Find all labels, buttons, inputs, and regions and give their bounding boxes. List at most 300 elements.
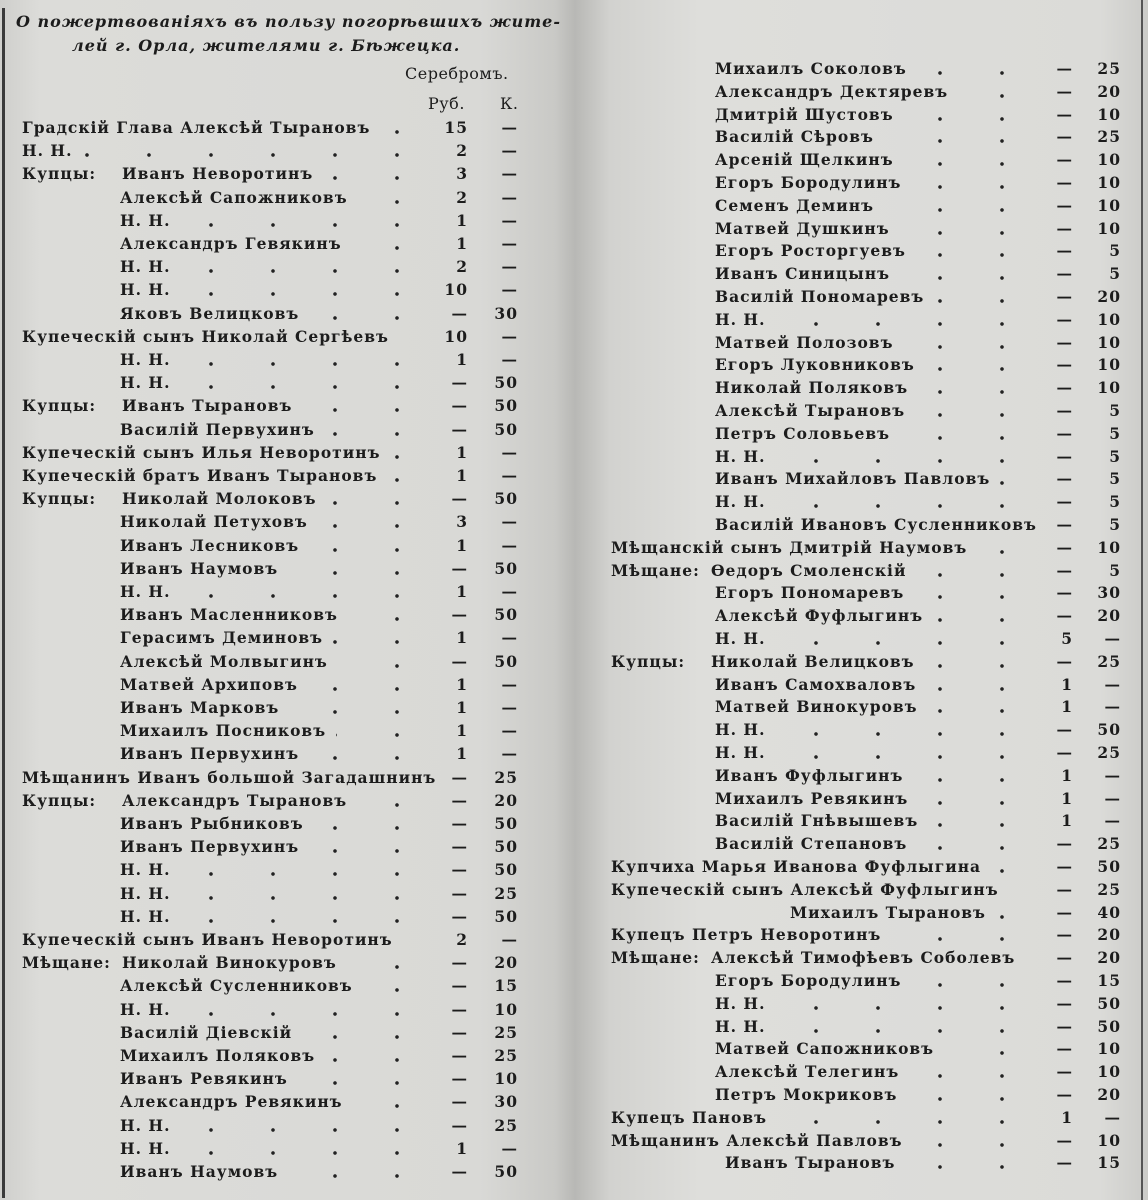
- amount-rubles: —: [1056, 195, 1073, 215]
- donor-name: Егоръ Луковниковъ: [715, 355, 915, 375]
- donation-row: [575, 287, 1148, 310]
- donor-name: Н. Н.: [120, 373, 171, 393]
- amount-kopecks: —: [501, 744, 518, 764]
- amount-kopecks: 5: [1109, 241, 1121, 261]
- donation-row: [575, 82, 1148, 105]
- dot-leader: [958, 94, 1033, 98]
- amount-rubles: —: [1056, 583, 1073, 603]
- amount-kopecks: 30: [494, 303, 518, 323]
- dot-leader: [913, 1143, 1033, 1147]
- donor-name: Н. Н.: [120, 883, 171, 903]
- amount-rubles: 1: [456, 721, 468, 741]
- amount-kopecks: 50: [494, 373, 518, 393]
- amount-rubles: 1: [1061, 811, 1073, 831]
- donation-row: [575, 834, 1148, 857]
- amount-kopecks: 50: [1097, 857, 1121, 876]
- amount-rubles: 1: [456, 442, 468, 462]
- amount-kopecks: 10: [494, 999, 518, 1019]
- donor-name: Иванъ Марковъ: [120, 698, 280, 717]
- donation-row: [575, 1085, 1148, 1108]
- amount-rubles: 3: [456, 164, 468, 184]
- amount-rubles: —: [1056, 606, 1073, 626]
- amount-kopecks: —: [1104, 629, 1121, 648]
- amount-rubles: —: [1056, 651, 1073, 671]
- donor-name: Михаилъ Соколовъ: [715, 59, 907, 78]
- donor-name: Иванъ Наумовъ: [120, 558, 279, 578]
- dot-leader: [903, 345, 1033, 349]
- amount-kopecks: 20: [1097, 1085, 1121, 1104]
- dot-leader: [933, 618, 1033, 622]
- amount-rubles: —: [1056, 902, 1073, 922]
- donation-row: [575, 538, 1148, 561]
- dot-leader: [391, 455, 428, 459]
- donation-row: [0, 443, 560, 466]
- dot-leader: [327, 501, 428, 505]
- amount-kopecks: —: [1104, 674, 1121, 694]
- donation-row: [0, 1139, 560, 1162]
- dot-leader: [352, 246, 428, 250]
- dot-leader: [944, 1051, 1033, 1055]
- amount-rubles: —: [1056, 59, 1073, 78]
- amount-kopecks: 10: [494, 1069, 518, 1089]
- donation-row: [0, 304, 560, 327]
- donation-row: [575, 583, 1148, 606]
- amount-rubles: —: [1056, 560, 1073, 580]
- amount-rubles: 2: [456, 141, 468, 161]
- donor-name: Н. Н.: [120, 280, 171, 300]
- amount-rubles: —: [1056, 515, 1073, 534]
- dot-leader: [308, 687, 428, 691]
- amount-kopecks: 10: [1097, 195, 1121, 215]
- dot-leader: [309, 316, 428, 320]
- dot-leader: [180, 1151, 428, 1155]
- amount-rubles: 5: [1061, 629, 1073, 648]
- donor-name: Николай Велицковъ: [711, 651, 915, 671]
- amount-rubles: 1: [456, 535, 468, 555]
- amount-rubles: 1: [456, 350, 468, 369]
- donation-row: [575, 629, 1148, 652]
- dot-leader: [180, 872, 428, 876]
- donation-row: [575, 355, 1148, 378]
- amount-kopecks: 15: [1097, 1153, 1121, 1173]
- dot-leader: [925, 664, 1033, 668]
- dot-leader: [904, 117, 1033, 121]
- donor-name: Иванъ Михайловъ Павловъ: [715, 469, 991, 489]
- donation-row: [575, 766, 1148, 789]
- donor-name: Василій Первухинъ: [120, 419, 315, 439]
- dot-leader: [347, 965, 428, 969]
- amount-rubles: —: [1056, 1062, 1073, 1082]
- dot-leader: [338, 664, 428, 668]
- amount-rubles: —: [1056, 1085, 1073, 1104]
- donor-name: Василій Сѣровъ: [715, 127, 874, 147]
- amount-kopecks: —: [501, 721, 518, 741]
- dot-leader: [775, 732, 1033, 736]
- dot-leader: [775, 1006, 1033, 1010]
- donor-name: Николай Молоковъ: [122, 489, 317, 509]
- amount-kopecks: 5: [1109, 264, 1121, 284]
- amount-kopecks: 20: [1097, 287, 1121, 306]
- donor-name: Василій Гнѣвышевъ: [715, 811, 919, 831]
- donation-row: [575, 469, 1148, 492]
- dot-leader: [309, 756, 428, 760]
- donor-name: Н. Н.: [715, 492, 766, 512]
- donation-row: [575, 173, 1148, 196]
- donation-row: [575, 948, 1148, 971]
- amount-kopecks: 10: [1097, 355, 1121, 375]
- donation-row: [0, 721, 560, 744]
- dot-leader: [180, 269, 428, 273]
- dot-leader: [288, 571, 428, 575]
- donation-row: [575, 743, 1148, 766]
- donor-name: Алексѣй Сапожниковъ: [120, 187, 348, 207]
- dot-leader: [325, 1058, 428, 1062]
- amount-rubles: —: [1056, 423, 1073, 443]
- donor-name: Н. Н.: [715, 743, 766, 762]
- amount-rubles: 1: [1061, 765, 1073, 785]
- donation-row: [575, 994, 1148, 1017]
- amount-kopecks: —: [501, 118, 518, 137]
- dot-leader: [925, 367, 1033, 371]
- amount-rubles: —: [451, 1115, 468, 1135]
- donor-name: Н. Н.: [120, 999, 171, 1019]
- dot-leader: [336, 733, 428, 737]
- donation-row: [0, 652, 560, 675]
- amount-rubles: —: [1056, 104, 1073, 124]
- donation-row: [0, 466, 560, 489]
- dot-leader: [977, 550, 1033, 554]
- amount-kopecks: 5: [1109, 423, 1121, 443]
- donation-row: [0, 234, 560, 257]
- donor-name: Иванъ Первухинъ: [120, 837, 300, 857]
- dot-leader: [309, 849, 428, 853]
- donation-row: [0, 536, 560, 559]
- amount-rubles: —: [1056, 309, 1073, 329]
- donation-row: [0, 1092, 560, 1115]
- donation-row: [0, 976, 560, 999]
- donor-name: Н. Н.: [715, 309, 766, 329]
- donor-name: Иванъ Самохваловъ: [715, 674, 917, 694]
- donation-row: [0, 1023, 560, 1046]
- donor-name: Алексѣй Сусленниковъ: [120, 976, 353, 996]
- donation-row: [575, 1017, 1148, 1040]
- dot-leader: [180, 919, 428, 923]
- dot-leader: [905, 1165, 1033, 1169]
- amount-kopecks: 10: [1097, 1062, 1121, 1082]
- donation-row: [575, 447, 1148, 470]
- amount-rubles: —: [1056, 1130, 1073, 1150]
- dot-leader: [917, 71, 1033, 75]
- donation-row: [0, 791, 560, 814]
- donation-row: [0, 860, 560, 883]
- amount-rubles: —: [1056, 492, 1073, 512]
- dot-leader: [302, 1035, 428, 1039]
- amount-kopecks: —: [501, 512, 518, 532]
- amount-kopecks: —: [501, 350, 518, 369]
- donor-name: Егоръ Пономаревъ: [715, 583, 905, 603]
- document-title-line1: О пожертвованіяхъ въ пользу погорѣвшихъ жите-: [16, 12, 561, 31]
- amount-rubles: —: [451, 790, 468, 810]
- dot-leader: [928, 823, 1033, 827]
- amount-kopecks: 5: [1109, 560, 1121, 580]
- donation-row: [0, 1000, 560, 1023]
- amount-kopecks: 10: [1097, 537, 1121, 557]
- amount-kopecks: 50: [494, 489, 518, 509]
- donor-name: Иванъ Ревякинъ: [120, 1069, 288, 1089]
- amount-rubles: —: [1056, 355, 1073, 375]
- donation-row: [575, 971, 1148, 994]
- amount-rubles: —: [1056, 857, 1073, 876]
- amount-rubles: —: [1056, 241, 1073, 261]
- amount-kopecks: 50: [494, 558, 518, 578]
- amount-rubles: —: [451, 651, 468, 671]
- donor-name: Александръ Ревякинъ: [120, 1092, 343, 1112]
- amount-rubles: 1: [1061, 1107, 1073, 1127]
- donation-row: [575, 127, 1148, 150]
- donor-name: Иванъ Синицынъ: [715, 264, 890, 284]
- dot-leader: [318, 524, 428, 528]
- dot-leader: [357, 803, 428, 807]
- document-title-line2: лей г. Орла, жителями г. Бѣжецка.: [72, 36, 461, 55]
- amount-rubles: —: [1056, 720, 1073, 740]
- dot-leader: [911, 185, 1033, 189]
- donation-row: [575, 857, 1148, 880]
- donor-name: Василій Степановъ: [715, 834, 908, 854]
- amount-rubles: —: [1056, 150, 1073, 170]
- donation-row: [575, 652, 1148, 675]
- amount-rubles: —: [1056, 378, 1073, 398]
- dot-leader: [775, 755, 1033, 759]
- dot-leader: [915, 413, 1033, 417]
- donation-row: [0, 605, 560, 628]
- amount-kopecks: 15: [494, 976, 518, 996]
- donation-row: [0, 930, 560, 953]
- dot-leader: [884, 139, 1033, 143]
- amount-rubles: —: [451, 558, 468, 578]
- donation-row: [575, 515, 1148, 538]
- dot-leader: [180, 292, 428, 296]
- amount-kopecks: —: [501, 930, 518, 949]
- donor-name: Матвей Сапожниковъ: [715, 1039, 935, 1059]
- amount-rubles: —: [1056, 173, 1073, 192]
- amount-kopecks: 20: [1097, 81, 1121, 101]
- donor-category: Купцы:: [22, 396, 97, 416]
- donation-row: [575, 401, 1148, 424]
- donor-name: Михаилъ Посниковъ: [120, 721, 327, 741]
- amount-kopecks: 10: [1097, 218, 1121, 238]
- amount-rubles: —: [451, 1046, 468, 1065]
- amount-rubles: —: [451, 976, 468, 996]
- dot-leader: [996, 915, 1033, 919]
- donor-name: Иванъ Тырановъ: [122, 396, 293, 416]
- amount-kopecks: —: [501, 466, 518, 485]
- dot-leader: [325, 432, 428, 436]
- donor-name: Василій Діевскій: [120, 1022, 293, 1042]
- dot-leader: [363, 988, 428, 992]
- donor-name: Николай Петуховъ: [120, 512, 308, 532]
- donation-row: [0, 327, 560, 350]
- dot-leader: [775, 322, 1033, 326]
- dot-leader: [82, 153, 428, 157]
- donation-row: [575, 105, 1148, 128]
- amount-kopecks: 50: [1097, 993, 1121, 1013]
- donation-row: [0, 559, 560, 582]
- dot-leader: [380, 130, 428, 134]
- donation-row: [575, 424, 1148, 447]
- amount-kopecks: 40: [1097, 902, 1121, 922]
- donor-name: Егоръ Бородулинъ: [715, 173, 902, 192]
- donor-name: Н. Н.: [120, 1115, 171, 1135]
- amount-kopecks: 10: [1097, 104, 1121, 124]
- donor-name: Михаилъ Ревякинъ: [715, 788, 909, 808]
- amount-rubles: —: [1056, 948, 1073, 968]
- donor-category: Градскій Глава Алексѣй Тырановъ: [22, 118, 371, 137]
- donor-name: Иванъ Масленниковъ: [120, 605, 338, 625]
- dot-leader: [314, 826, 428, 830]
- amount-kopecks: —: [1104, 765, 1121, 785]
- amount-rubles: —: [1056, 834, 1073, 854]
- amount-kopecks: 20: [494, 790, 518, 810]
- amount-rubles: —: [1056, 332, 1073, 352]
- amount-kopecks: 50: [1097, 1016, 1121, 1036]
- donation-row: [0, 373, 560, 396]
- dot-leader: [333, 640, 428, 644]
- amount-rubles: —: [1056, 127, 1073, 147]
- donor-category: Мѣщане:: [611, 560, 700, 580]
- donor-name: Иванъ Тырановъ: [725, 1153, 896, 1173]
- donor-category: Купецъ Пановъ: [611, 1107, 767, 1127]
- amount-rubles: —: [451, 1092, 468, 1112]
- donation-row: [0, 489, 560, 512]
- amount-kopecks: 10: [1097, 173, 1121, 192]
- donor-name: Егоръ Росторгуевъ: [715, 241, 906, 261]
- donor-category: Купцы:: [22, 164, 97, 184]
- donor-name: Николай Винокуровъ: [122, 953, 337, 973]
- donor-category: Купцы:: [22, 790, 97, 810]
- amount-kopecks: 30: [1097, 583, 1121, 603]
- amount-rubles: —: [1056, 879, 1073, 899]
- amount-kopecks: 5: [1109, 469, 1121, 489]
- dot-leader: [916, 253, 1033, 257]
- dot-leader: [180, 594, 428, 598]
- amount-rubles: —: [1056, 1016, 1073, 1036]
- donation-row: [0, 582, 560, 605]
- amount-rubles: 1: [456, 466, 468, 485]
- dot-leader: [323, 176, 428, 180]
- amount-kopecks: —: [501, 582, 518, 601]
- donor-category: Купцы:: [611, 651, 686, 671]
- donor-category: Купеческій сынъ Алексѣй Фуфлыгинъ: [611, 879, 999, 899]
- donation-row: [0, 907, 560, 930]
- amount-rubles: 3: [456, 512, 468, 532]
- amount-rubles: —: [1056, 537, 1073, 557]
- donation-row: [0, 1116, 560, 1139]
- donation-row: [0, 953, 560, 976]
- donor-name: Алексѣй Молвыгинъ: [120, 651, 328, 671]
- donor-name: Арсеній Щелкинъ: [715, 150, 894, 170]
- amount-rubles: —: [451, 953, 468, 973]
- amount-rubles: 10: [444, 326, 468, 346]
- donor-name: Алексѣй Фуфлыгинъ: [715, 606, 924, 626]
- donation-row: [0, 118, 560, 141]
- amount-rubles: 1: [456, 1138, 468, 1158]
- dot-leader: [775, 641, 1033, 645]
- amount-kopecks: —: [501, 442, 518, 462]
- donation-row: [0, 211, 560, 234]
- amount-rubles: —: [1056, 446, 1073, 466]
- donor-name: Н. Н.: [120, 210, 171, 230]
- donation-row: [0, 512, 560, 535]
- dot-leader: [180, 362, 428, 366]
- donor-name: Петръ Мокриковъ: [715, 1085, 898, 1104]
- amount-kopecks: 25: [1097, 127, 1121, 147]
- donation-row: [575, 1131, 1148, 1154]
- donation-row: [575, 241, 1148, 264]
- donation-row: [0, 768, 560, 791]
- dot-leader: [180, 1128, 428, 1132]
- donation-row: [0, 675, 560, 698]
- dot-leader: [911, 983, 1033, 987]
- amount-rubles: 1: [1061, 788, 1073, 808]
- dot-leader: [917, 846, 1033, 850]
- amount-rubles: —: [451, 883, 468, 903]
- amount-rubles: 15: [444, 118, 468, 137]
- dot-leader: [775, 459, 1033, 463]
- amount-rubles: —: [1056, 264, 1073, 284]
- amount-kopecks: 25: [1097, 59, 1121, 78]
- amount-kopecks: 10: [1097, 1039, 1121, 1059]
- donor-name: Дмитрій Шустовъ: [715, 104, 894, 124]
- dot-leader: [180, 1012, 428, 1016]
- donation-row: [575, 150, 1148, 173]
- donation-row: [575, 333, 1148, 356]
- amount-kopecks: 50: [494, 1162, 518, 1181]
- dot-leader: [913, 778, 1033, 782]
- donor-name: Алексѣй Тырановъ: [715, 401, 906, 420]
- donor-name: Василій Ивановъ Сусленниковъ: [715, 515, 1037, 534]
- donation-row: [575, 310, 1148, 333]
- dot-leader: [289, 710, 428, 714]
- dot-leader: [918, 390, 1033, 394]
- donor-name: Матвей Душкинъ: [715, 218, 890, 238]
- donor-name: Н. Н.: [715, 629, 766, 648]
- dot-leader: [387, 478, 428, 482]
- amount-kopecks: 50: [1097, 720, 1121, 740]
- dot-leader: [916, 573, 1033, 577]
- donation-row: [575, 1039, 1148, 1062]
- amount-rubles: 10: [444, 280, 468, 300]
- donor-name: Иванъ Первухинъ: [120, 744, 300, 764]
- amount-kopecks: —: [1104, 697, 1121, 717]
- donor-category: Мѣщане:: [611, 948, 700, 968]
- donation-row: [575, 903, 1148, 926]
- amount-rubles: —: [1056, 1153, 1073, 1173]
- amount-kopecks: 20: [494, 953, 518, 973]
- amount-rubles: —: [451, 303, 468, 323]
- amount-rubles: —: [1056, 743, 1073, 762]
- dot-leader: [891, 937, 1033, 941]
- donor-category: Купцы:: [22, 489, 97, 509]
- donation-row: [0, 188, 560, 211]
- dot-leader: [907, 1097, 1033, 1101]
- amount-rubles: —: [1056, 925, 1073, 945]
- amount-rubles: —: [451, 419, 468, 439]
- amount-kopecks: 5: [1109, 401, 1121, 420]
- amount-rubles: —: [451, 906, 468, 926]
- donation-row: [575, 675, 1148, 698]
- donor-name: Матвей Полозовъ: [715, 332, 894, 352]
- amount-kopecks: —: [501, 234, 518, 253]
